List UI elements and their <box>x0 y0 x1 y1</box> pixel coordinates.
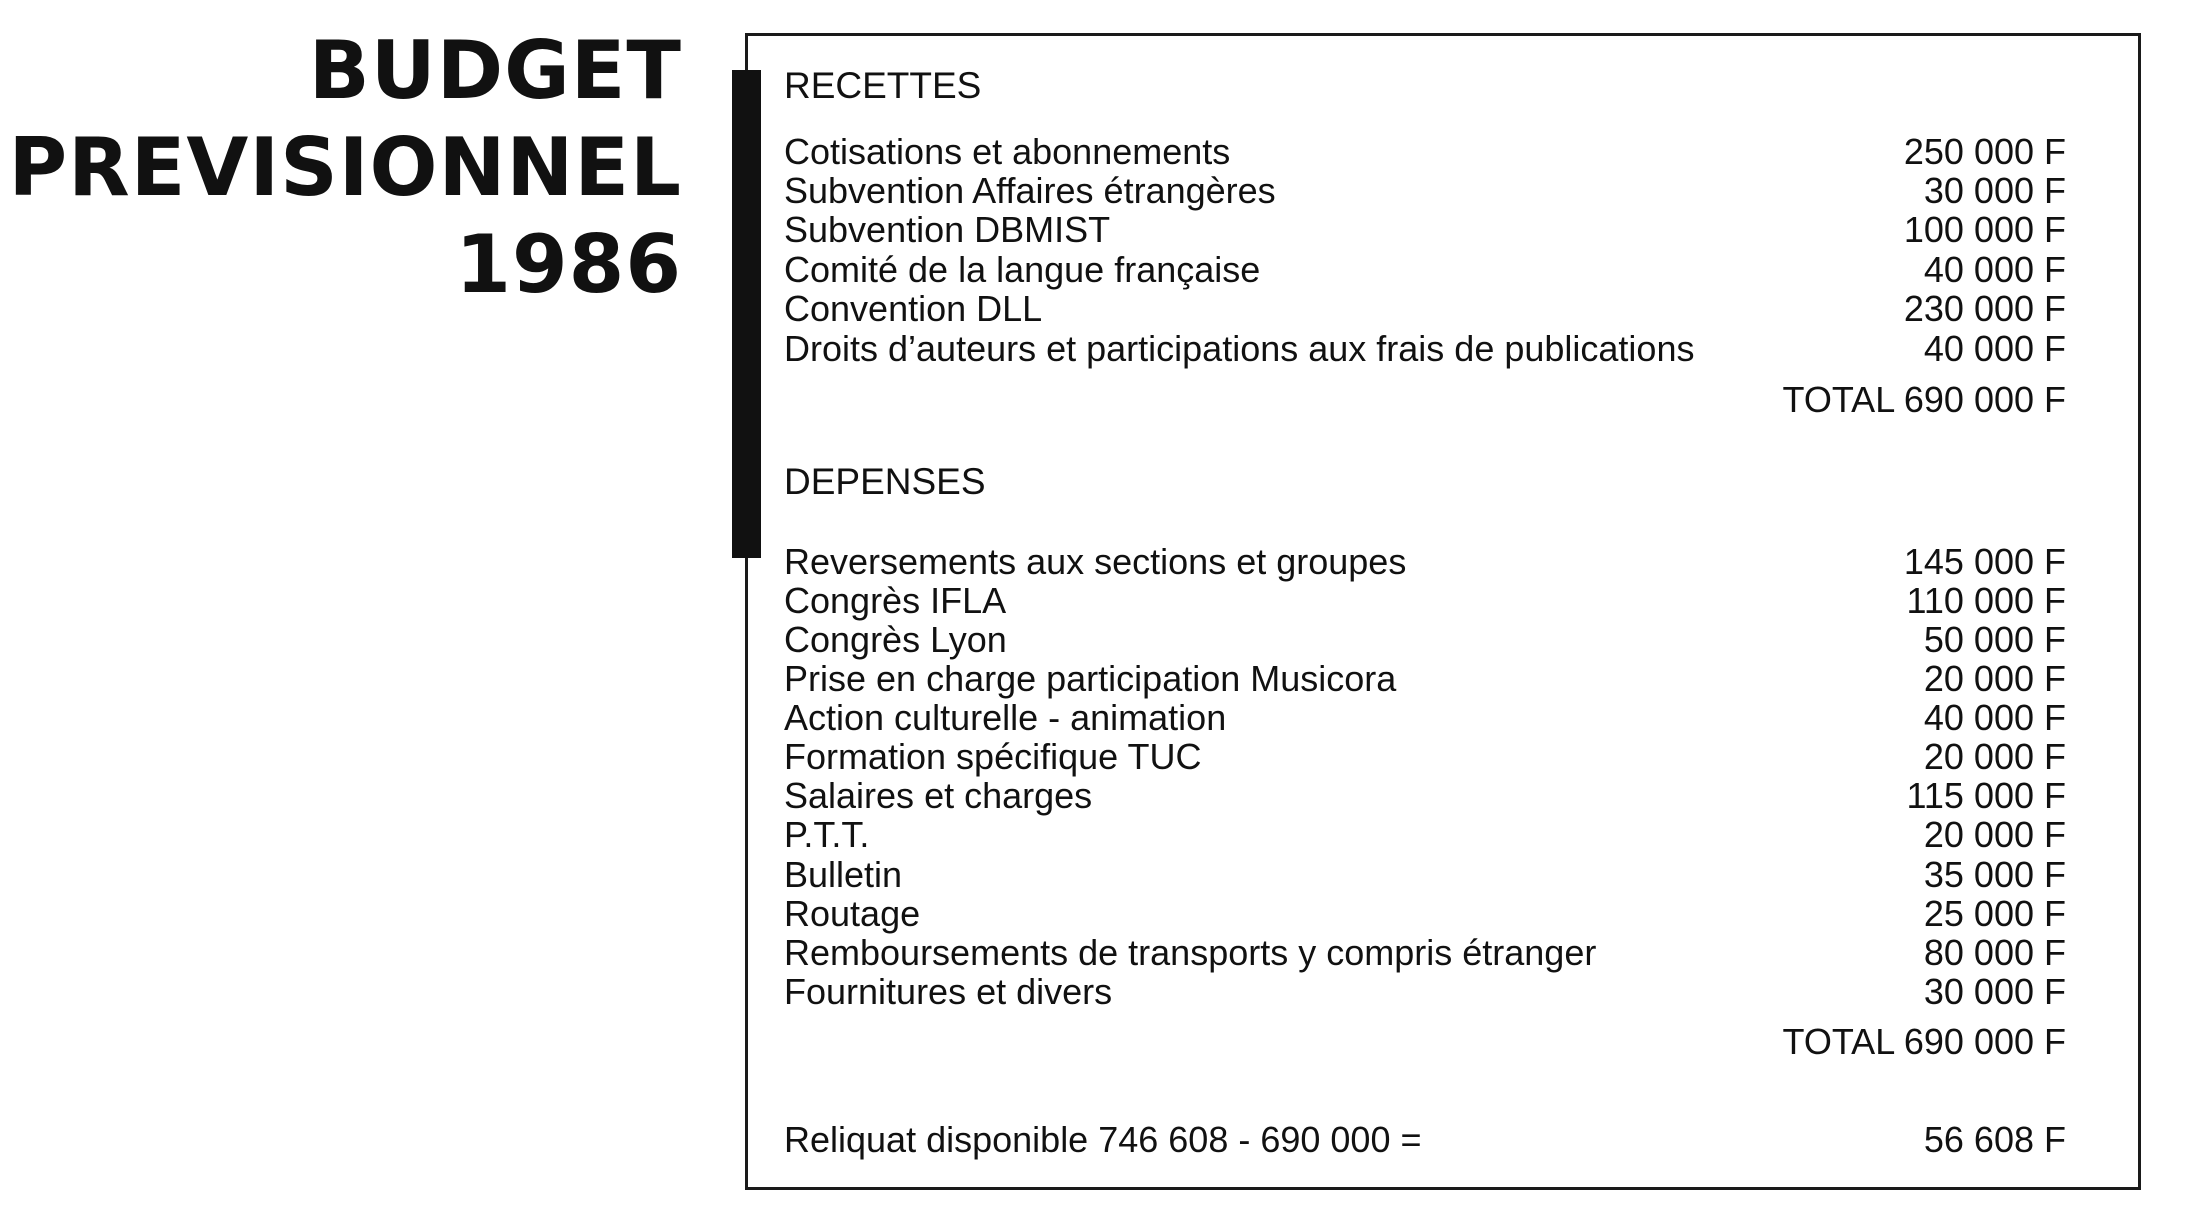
row-label: Reversements aux sections et groupes <box>784 541 1407 582</box>
reliquat-amount: 56 608 F <box>1923 1119 2066 1160</box>
reliquat-row <box>784 1120 2066 1160</box>
row-label: Action culturelle - animation <box>784 697 1227 738</box>
depenses-row <box>784 581 2066 621</box>
row-amount: 35 000 F <box>1923 854 2066 895</box>
title-line-year: 1986 <box>455 218 682 311</box>
row-amount: 30 000 F <box>1923 971 2066 1012</box>
row-label: Formation spécifique TUC <box>784 736 1202 777</box>
title-line-previsionnel: PREVISIONNEL <box>8 121 682 214</box>
row-amount: 115 000 F <box>1906 775 2066 816</box>
depenses-row <box>784 542 2066 582</box>
depenses-heading: DEPENSES <box>784 461 986 502</box>
row-label: Salaires et charges <box>784 775 1093 816</box>
recettes-total: TOTAL 690 000 F <box>1782 379 2066 420</box>
row-amount: 20 000 F <box>1923 814 2066 855</box>
depenses-row <box>784 933 2066 973</box>
depenses-row <box>784 698 2066 738</box>
row-label: Remboursements de transports y compris étranger <box>784 932 1597 973</box>
depenses-row <box>784 776 2066 816</box>
recettes-row <box>784 289 2066 329</box>
row-label: Congrès Lyon <box>784 619 1007 660</box>
row-amount: 20 000 F <box>1923 658 2066 699</box>
depenses-row <box>784 815 2066 855</box>
row-amount: 145 000 F <box>1903 541 2066 582</box>
row-label: Comité de la langue française <box>784 249 1261 290</box>
recettes-row <box>784 171 2066 211</box>
row-label: Routage <box>784 893 921 934</box>
page-title <box>9 22 682 313</box>
recettes-heading: RECETTES <box>784 65 982 106</box>
row-label: Subvention DBMIST <box>784 209 1111 250</box>
depenses-row <box>784 972 2066 1012</box>
depenses-total: TOTAL 690 000 F <box>1782 1021 2066 1062</box>
recettes-row <box>784 132 2066 172</box>
row-amount: 230 000 F <box>1903 288 2066 329</box>
row-amount: 20 000 F <box>1923 736 2066 777</box>
row-label: Fournitures et divers <box>784 971 1113 1012</box>
row-label: Subvention Affaires étrangères <box>784 170 1276 211</box>
row-amount: 40 000 F <box>1923 697 2066 738</box>
depenses-row <box>784 659 2066 699</box>
row-label: Prise en charge participation Musicora <box>784 658 1397 699</box>
row-amount: 40 000 F <box>1923 249 2066 290</box>
row-amount: 250 000 F <box>1903 131 2066 172</box>
side-accent-bar <box>732 70 761 558</box>
row-amount: 25 000 F <box>1923 893 2066 934</box>
recettes-row <box>784 210 2066 250</box>
reliquat-label: Reliquat disponible 746 608 - 690 000 = <box>784 1119 1422 1160</box>
row-label: P.T.T. <box>784 814 870 855</box>
row-label: Congrès IFLA <box>784 580 1007 621</box>
row-label: Bulletin <box>784 854 903 895</box>
row-label: Droits d’auteurs et participations aux frais de publications <box>784 328 1695 369</box>
depenses-row <box>784 855 2066 895</box>
depenses-row <box>784 894 2066 934</box>
row-amount: 30 000 F <box>1923 170 2066 211</box>
row-label: Convention DLL <box>784 288 1043 329</box>
recettes-row <box>784 329 2066 369</box>
row-amount: 100 000 F <box>1903 209 2066 250</box>
row-label: Cotisations et abonnements <box>784 131 1231 172</box>
title-line-budget: BUDGET <box>308 24 682 117</box>
row-amount: 50 000 F <box>1923 619 2066 660</box>
depenses-row <box>784 737 2066 777</box>
recettes-row <box>784 250 2066 290</box>
row-amount: 80 000 F <box>1923 932 2066 973</box>
row-amount: 40 000 F <box>1923 328 2066 369</box>
row-amount: 110 000 F <box>1906 580 2066 621</box>
depenses-row <box>784 620 2066 660</box>
